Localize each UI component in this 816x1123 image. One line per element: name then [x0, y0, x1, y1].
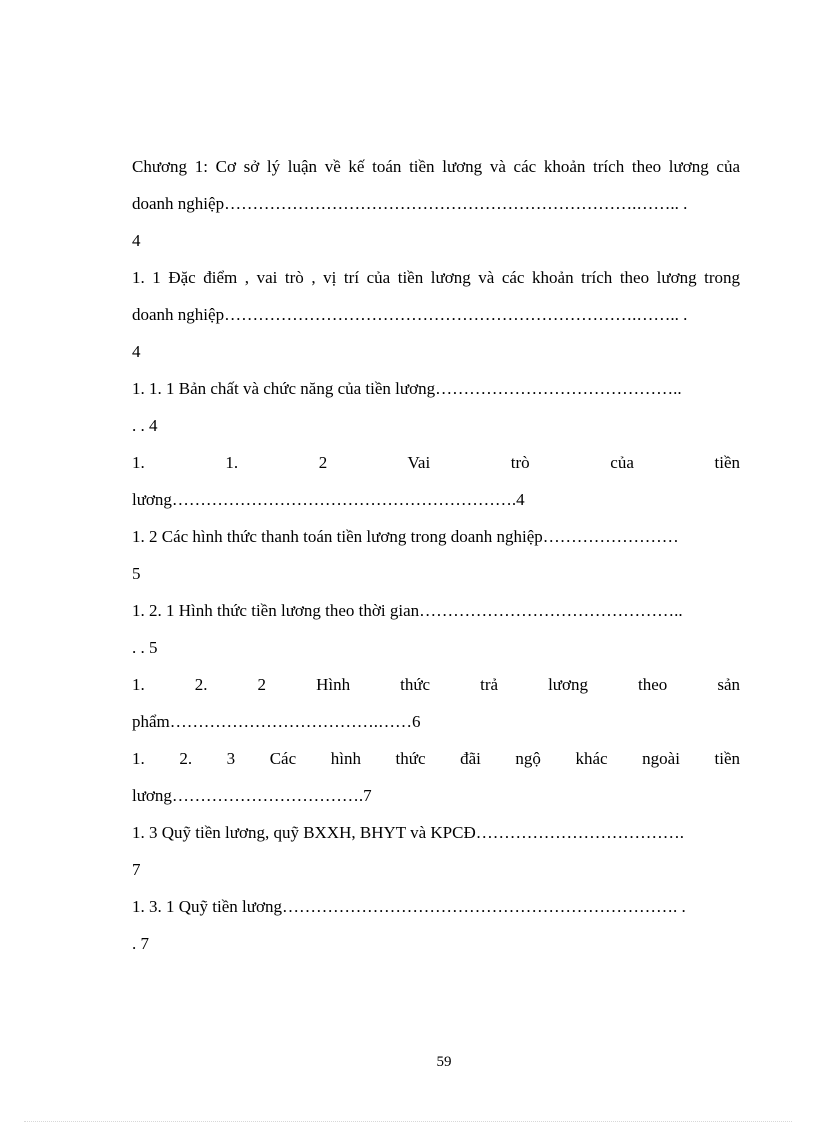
toc-line: . 7 [132, 934, 149, 953]
toc-line: 1. 3. 1 Quỹ tiền lương……………………………………………………………. . [132, 897, 686, 916]
toc-line: 1. 2. 1 Hình thức tiền lương theo thời gian……………………………………….. [132, 601, 683, 620]
toc-line: 1. 2 Các hình thức thanh toán tiền lương trong doanh nghiệp…………………… [132, 527, 679, 546]
toc-line: 4 [132, 231, 141, 250]
toc-line: 1. 1. 2 Vai trò của tiền [132, 453, 740, 472]
page-bottom-divider [24, 1121, 792, 1122]
toc-line: 4 [132, 342, 141, 361]
toc-line: 7 [132, 860, 141, 879]
toc-line: . . 5 [132, 638, 158, 657]
toc-line: 5 [132, 564, 141, 583]
toc-line: . . 4 [132, 416, 158, 435]
toc-line: lương…………………………….7 [132, 786, 372, 805]
toc-line: doanh nghiệp……………………………………………………………….…….. . [132, 305, 688, 324]
page-number: 59 [436, 1054, 452, 1070]
toc-line: doanh nghiệp……………………………………………………………….…….. . [132, 194, 688, 213]
toc-line: 1. 2. 2 Hình thức trả lương theo sản [132, 675, 740, 694]
toc-line: 1. 3 Quỹ tiền lương, quỹ BXXH, BHYT và KPCĐ………………………………. [132, 823, 684, 842]
toc-line: 1. 1 Đặc điểm , vai trò , vị trí của tiền lương và các khoản trích theo lương trong [132, 268, 740, 287]
toc-line: 1. 1. 1 Bản chất và chức năng của tiền lương…………………………………….. [132, 379, 682, 398]
toc-line: lương…………………………………………………….4 [132, 490, 525, 509]
toc-line: phẩm……………………………….……6 [132, 712, 421, 731]
toc-line: 1. 2. 3 Các hình thức đãi ngộ khác ngoài tiền [132, 749, 740, 768]
toc-line: Chương 1: Cơ sở lý luận về kế toán tiền lương và các khoản trích theo lương của [132, 157, 740, 176]
table-of-contents [132, 148, 740, 962]
